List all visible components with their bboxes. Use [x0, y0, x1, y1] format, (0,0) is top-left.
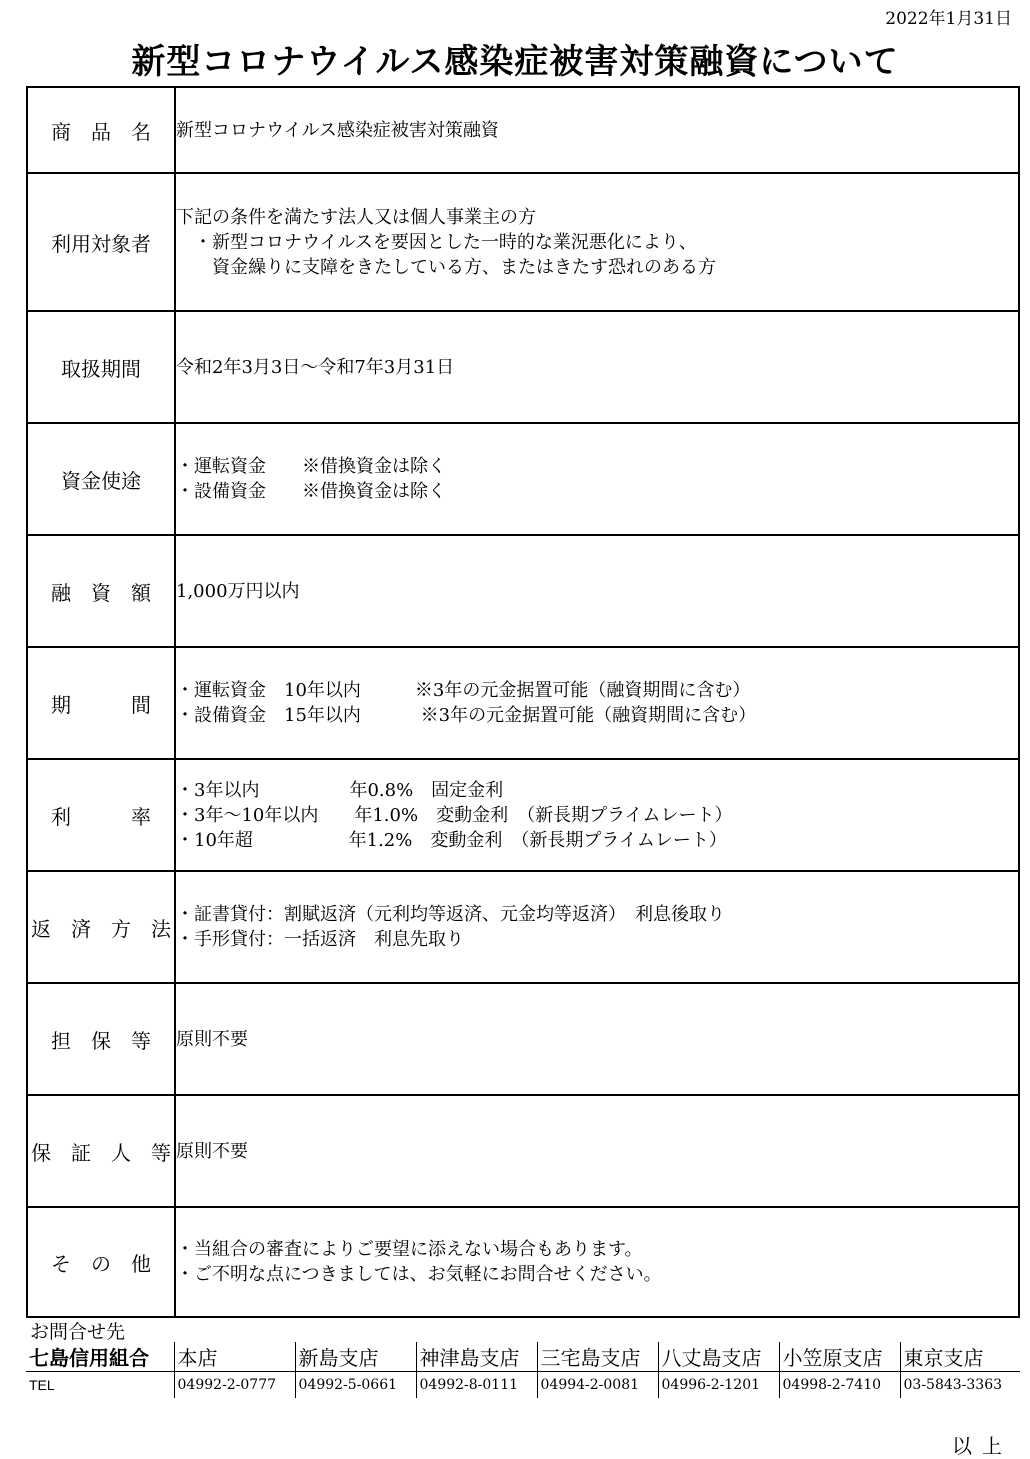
row-label: 商 品 名 [27, 87, 175, 173]
row-content [175, 173, 1019, 311]
row-content [175, 1207, 1019, 1317]
row-content [175, 535, 1019, 647]
content-line: ・運転資金 10年以内 ※3年の元金据置可能（融資期間に含む） [176, 680, 751, 701]
row-handling-period [27, 311, 1019, 423]
row-content [175, 1095, 1019, 1207]
row-label: 取扱期間 [27, 311, 175, 423]
row-label: そ の 他 [27, 1207, 175, 1317]
content-line: ・運転資金 ※借換資金は除く [176, 456, 446, 477]
branch-phone: 04996-2-1201 [658, 1372, 779, 1399]
content-line: 1,000万円以内 [176, 580, 300, 602]
content-line: ・設備資金 15年以内 ※3年の元金据置可能（融資期間に含む） [176, 705, 757, 726]
content-line: ・設備資金 ※借換資金は除く [176, 481, 446, 502]
row-eligibility [27, 173, 1019, 311]
branch-name: 新島支店 [295, 1342, 416, 1372]
row-fund-usage [27, 423, 1019, 535]
row-content [175, 311, 1019, 423]
content-line: 資金繰りに支障をきたしている方、またはきたす恐れのある方 [176, 256, 716, 278]
row-repayment-method [27, 871, 1019, 983]
branch-phone: 04992-8-0111 [416, 1372, 537, 1399]
content-line: ・当組合の審査によりご要望に添えない場合もあります。 [176, 1239, 643, 1260]
content-line: ・証書貸付：割賦返済（元利均等返済、元金均等返済） 利息後取り [176, 904, 725, 925]
content-line: ・10年超 年1.2% 変動金利 （新長期プライムレート） [176, 829, 727, 851]
row-label: 保 証 人 等 [27, 1095, 175, 1207]
row-product-name [27, 87, 1019, 173]
branch-phone: 04998-2-7410 [779, 1372, 900, 1399]
row-interest-rate [27, 759, 1019, 871]
content-line: ・新型コロナウイルスを要因とした一時的な業況悪化により、 [176, 231, 697, 253]
branch-phone: 03-5843-3363 [903, 1377, 1003, 1393]
branch-phone-row [26, 1372, 1020, 1399]
contact-table [26, 1342, 1020, 1398]
row-term [27, 647, 1019, 759]
content-line: ・3年以内 年0.8% 固定金利 [176, 779, 504, 801]
branch-phone: 04992-5-0661 [295, 1372, 416, 1399]
branch-name-row [26, 1342, 1020, 1372]
content-line: 令和2年3月3日～令和7年3月31日 [176, 356, 455, 378]
branch-name: 三宅島支店 [537, 1342, 658, 1372]
credit-union-name: 七島信用組合 [26, 1342, 174, 1372]
content-line: 新型コロナウイルス感染症被害対策融資 [176, 119, 499, 141]
branch-phone: 04992-2-0777 [174, 1372, 295, 1399]
branch-phone: 04994-2-0081 [537, 1372, 658, 1399]
row-label: 担 保 等 [27, 983, 175, 1095]
document-date: 2022年1月31日 [885, 9, 1012, 29]
content-line: 原則不要 [176, 1028, 248, 1050]
product-details-table [26, 86, 1020, 1318]
content-line: 下記の条件を満たす法人又は個人事業主の方 [176, 206, 536, 228]
row-content [175, 759, 1019, 871]
branch-name: 神津島支店 [416, 1342, 537, 1372]
row-guarantor [27, 1095, 1019, 1207]
row-label: 利用対象者 [27, 173, 175, 311]
content-line: ・3年～10年以内 年1.0% 変動金利 （新長期プライムレート） [176, 804, 733, 826]
content-line: 原則不要 [176, 1140, 248, 1162]
branch-name: 小笠原支店 [779, 1342, 900, 1372]
row-content [175, 983, 1019, 1095]
branch-name: 東京支店 [900, 1342, 1020, 1372]
branch-name: 八丈島支店 [658, 1342, 779, 1372]
row-content [175, 87, 1019, 173]
closing-mark: 以上 [952, 1434, 1012, 1458]
contact-heading: お問合せ先 [30, 1321, 126, 1343]
row-other [27, 1207, 1019, 1317]
page-title: 新型コロナウイルス感染症被害対策融資について [131, 42, 899, 82]
row-label: 資金使途 [27, 423, 175, 535]
branch-name: 本店 [174, 1342, 295, 1372]
row-loan-amount [27, 535, 1019, 647]
row-collateral [27, 983, 1019, 1095]
row-label: 返 済 方 法 [27, 871, 175, 983]
row-label: 利 率 [27, 759, 175, 871]
content-line: ・ご不明な点につきましては、お気軽にお問合せください。 [176, 1264, 662, 1285]
row-label: 期 間 [27, 647, 175, 759]
row-content [175, 871, 1019, 983]
row-label: 融 資 額 [27, 535, 175, 647]
row-content [175, 647, 1019, 759]
tel-label: TEL [26, 1372, 174, 1399]
content-line: ・手形貸付：一括返済 利息先取り [176, 929, 464, 950]
row-content [175, 423, 1019, 535]
